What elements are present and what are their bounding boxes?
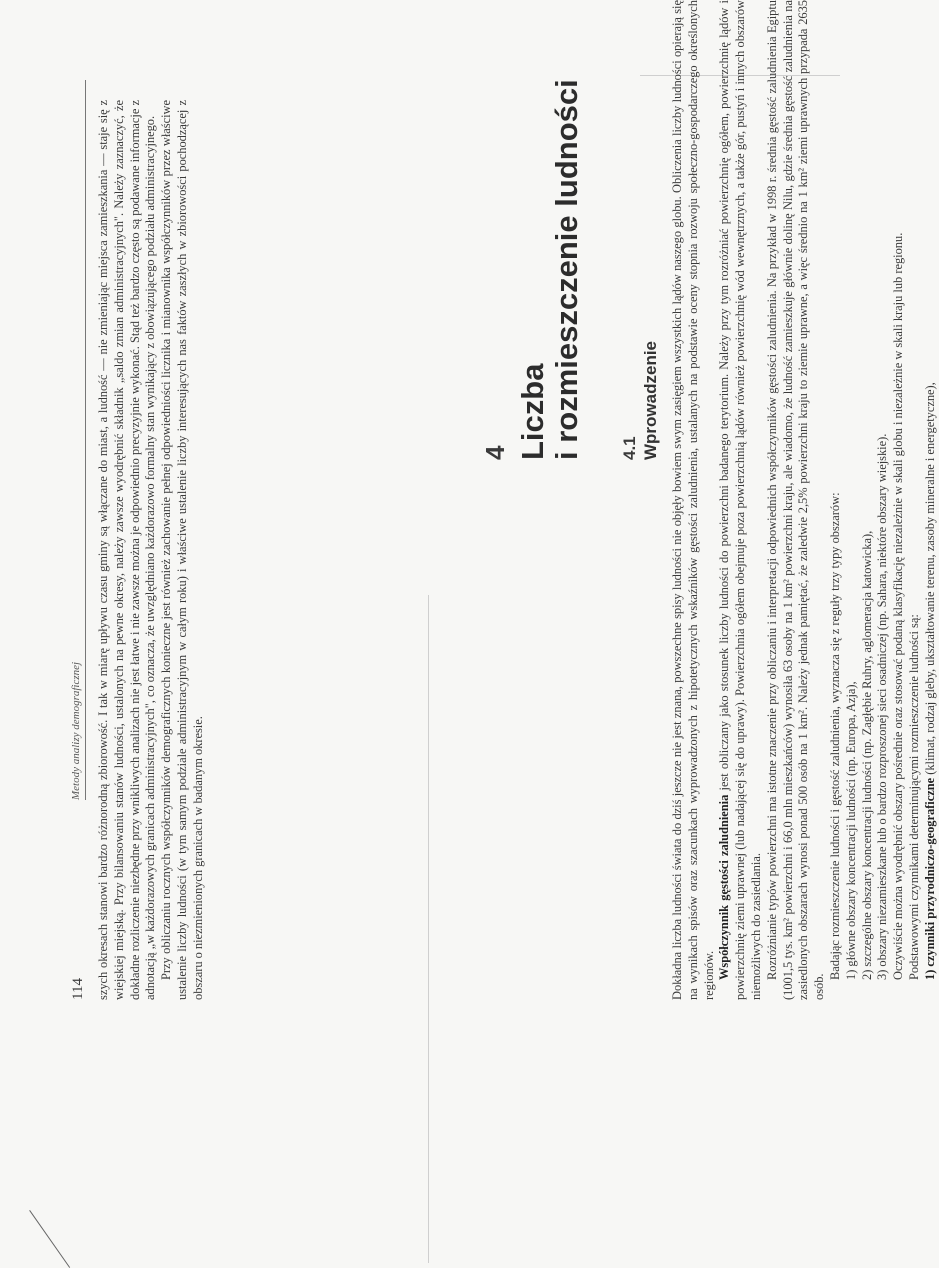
chapter-title	[516, 0, 584, 460]
chapter-number: 4	[480, 445, 510, 460]
list-item-2: 2) szczególne obszary koncentracji ludności (np. Zagłębie Ruhry, aglomeracja katowicka),	[859, 530, 874, 980]
right-page-body	[670, 0, 939, 1000]
section-number: 4.1	[620, 436, 639, 460]
section-title: Wprowadzenie	[641, 340, 660, 460]
paragraph-egypt-example: Rozróżnianie typów powierzchni ma istotne znaczenie przy obliczaniu i interpretacji odpowiednich współczynników gęstości zaludnienia. Na przykład w 1998 r. średnia gęstość zaludnienia Egiptu (1001,5 tys. km² powierzchni i 66,0 mln mieszkańców) wynosiła 63 osoby na 1 km² powierzchni kraju, ale wiadomo, że ludność zamieszkuje głównie dolinę Nilu, gdzie średnia gęstość zaludnienia na zasiedlonych obszarach wynosi ponad 500 osób na 1 km². Należy jednak pamiętać, że zaledwie 2,5% powierzchni kraju to ziemie uprawne, a więc średnio na 1 km² ziemi uprawnych przypada 2635 osób.	[764, 0, 827, 1000]
density-definition: jest obliczany jako stosunek liczby ludności do powierzchni badanego terytorium. Należy przy tym rozróżniać powierzchnię ogółem, powierzchnię lądów i powierzchnię ziemi uprawnej (lub nadającej się do uprawy). Powierzchnia ogółem obejmuje poza powierzchnią lądów również powierzchnię wód wewnętrznych, a także gór, pustyń i innych obszarów niemożliwych do zasiedlania.	[717, 0, 763, 1000]
left-paragraph-2: Przy obliczaniu rocznych współczynników demograficznych konieczne jest również zachowanie pełnej odpowiedniości licznika i mianownika współczynników przez właściwe ustalenie liczby ludności (w tym samym podziale administracyjnym w całym roku) i właściwe ustalenie liczby interesujących nas faktów zaszłych w zbiorowości pochodzącej z obszaru o niezmienionych granicach w badanym okresie.	[159, 100, 205, 1000]
paragraph-factors: Podstawowymi czynnikami determinującymi rozmieszczenie ludności są:	[906, 614, 921, 980]
chapter-title-line-1: Liczba	[515, 363, 550, 460]
factor-1-term: 1) czynniki przyrodniczo-geograficzne	[922, 777, 937, 980]
paragraph-area-types: Badając rozmieszczenie ludności i gęstość zaludnienia, wyznacza się z reguły trzy typy obszarów:	[827, 492, 842, 980]
chapter-title-line-2: i rozmieszczenie ludności	[549, 79, 584, 460]
paragraph-intro: Dokładna liczba ludności świata do dziś jeszcze nie jest znana, powszechne spisy ludności nie objęły bowiem swym zasięgiem wszystkich lądów naszego globu. Obliczenia liczby ludności opierają się na wynikach spisów oraz szacunkach wyprowadzonych z hipotetycznych wskaźników gęstości zaludnienia, ustalanych na podstawie oceny stopnia rozwoju społeczno-gospodarczego określonych regionów.	[670, 0, 716, 1000]
paragraph-intermediate: Oczywiście można wyodrębnić obszary pośrednie oraz stosować podaną klasyfikację niezależnie w skali globu i niezależnie w skali kraju lub regionu.	[891, 232, 906, 980]
list-item-1: 1) główne obszary koncentracji ludności (np. Europa, Azja),	[843, 681, 858, 980]
scan-corner-mark	[29, 1210, 70, 1268]
page-number: 114	[70, 978, 86, 1000]
left-page-body	[96, 100, 207, 1000]
term-density-coefficient: Współczynnik gęstości zaludnienia	[717, 794, 732, 980]
list-item-3: 3) obszary niezamieszkane lub o bardzo rozproszonej sieci osadniczej (np. Sahara, niektóre obszary wiejskie).	[875, 433, 890, 980]
factor-1-details: (klimat, rodzaj gleby, ukształtowanie terenu, zasoby mineralne i energetyczne),	[922, 382, 937, 778]
right-page	[290, 0, 937, 1000]
left-paragraph-1: szych okresach stanowi bardzo różnorodną zbiorowość. I tak w miarę upływu czasu gminy są włączane do miast, a ludność — nie zmieniając miejsca zamieszkania — staje się z wiejskiej miejską. Przy bilansowaniu stanów ludności, ustalonych na pewne okresy, należy zawsze wyodrębnić składnik „saldo zmian administracyjnych". Należy zaznaczyć, że dokładne rozliczenie niezbędne przy wnikliwych analizach nie jest łatwe i nie zawsze można je odpowiednio precyzyjnie wykonać. Stąd też bardzo często są podawane informacje z adnotacją „w każdorazowych granicach administracyjnych", co oznacza, że uwzględniano każdorazowo formalny stan wynikający z obowiązującego podziału administracyjnego.	[96, 100, 158, 1000]
factor-item-1	[923, 0, 939, 1000]
running-head: Metody analizy demograficznej	[70, 80, 86, 800]
paragraph-density	[717, 0, 764, 1000]
